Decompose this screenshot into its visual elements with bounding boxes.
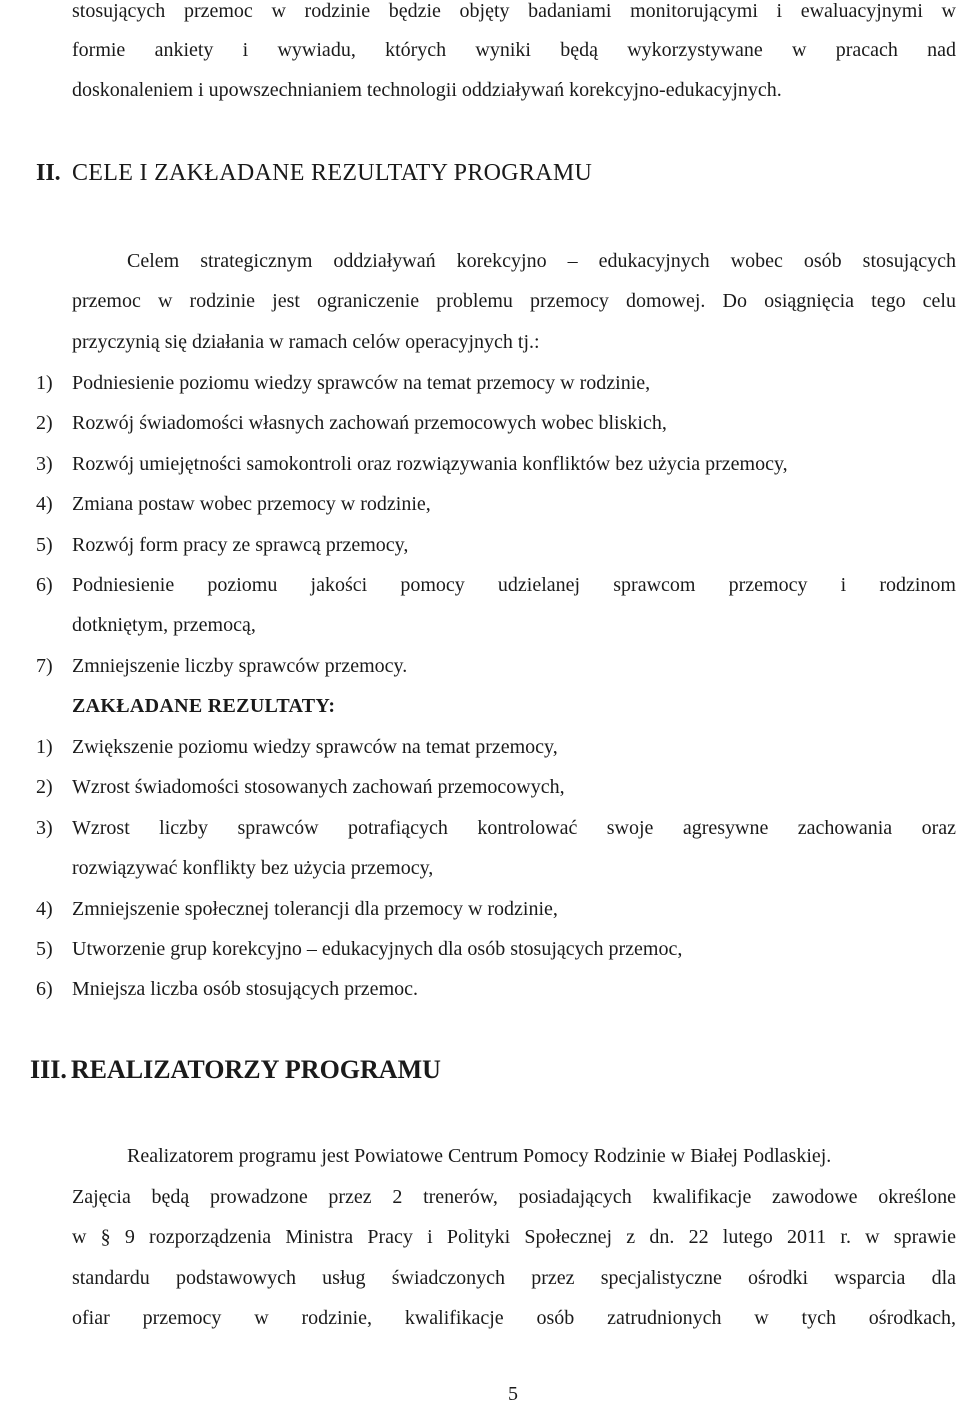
result-number: 4) [36,898,53,920]
section-2-paragraph-line-1: Celem strategicznym oddziaływań korekcyjno – edukacyjnych wobec osób stosujących [127,250,956,272]
page-number: 5 [508,1383,518,1405]
intro-line-1: stosujących przemoc w rodzinie będzie objęty badaniami monitorującymi i ewaluacyjnymi w [72,0,956,22]
result-item: Wzrost liczby sprawców potrafiących kontrolować swoje agresywne zachowania oraz [72,817,956,839]
section-3-title: REALIZATORZY PROGRAMU [70,1055,441,1084]
result-item: Utworzenie grup korekcyjno – edukacyjnych dla osób stosujących przemoc, [72,938,683,960]
results-heading: ZAKŁADANE REZULTATY: [72,695,336,717]
goal-number: 5) [36,534,53,556]
result-number: 1) [36,736,53,758]
intro-line-3: doskonaleniem i upowszechnianiem technologii oddziaływań korekcyjno-edukacyjnych. [72,79,782,101]
goal-item: Rozwój świadomości własnych zachowań przemocowych wobec bliskich, [72,412,667,434]
result-item: Zwiększenie poziomu wiedzy sprawców na temat przemocy, [72,736,558,758]
section-3-paragraph-line-2: Zajęcia będą prowadzone przez 2 trenerów, posiadających kwalifikacje zawodowe określone [72,1186,956,1208]
result-item: Zmniejszenie społecznej tolerancji dla przemocy w rodzinie, [72,898,558,920]
result-item: Wzrost świadomości stosowanych zachowań przemocowych, [72,776,565,798]
goal-item: Zmiana postaw wobec przemocy w rodzinie, [72,493,431,515]
result-number: 3) [36,817,53,839]
result-item: Mniejsza liczba osób stosujących przemoc. [72,978,418,1000]
result-number: 5) [36,938,53,960]
goal-item: Rozwój umiejętności samokontroli oraz rozwiązywania konfliktów bez użycia przemocy, [72,453,788,475]
section-3-heading [30,1054,441,1086]
section-3-paragraph-line-4: standardu podstawowych usług świadczonych przez specjalistyczne ośrodki wsparcia dla [72,1267,956,1289]
section-2-paragraph-line-2: przemoc w rodzinie jest ograniczenie problemu przemocy domowej. Do osiągnięcia tego celu [72,290,956,312]
section-3-paragraph-line-3: w § 9 rozporządzenia Ministra Pracy i Polityki Społecznej z dn. 22 lutego 2011 r. w sprawie [72,1226,956,1248]
goal-item: Rozwój form pracy ze sprawcą przemocy, [72,534,409,556]
goal-item: Podniesienie poziomu jakości pomocy udzielanej sprawcom przemocy i rodzinom [72,574,956,596]
goal-number: 2) [36,412,53,434]
result-item-continuation: rozwiązywać konflikty bez użycia przemocy, [72,857,434,879]
result-number: 6) [36,978,53,1000]
intro-line-2: formie ankiety i wywiadu, których wyniki będą wykorzystywane w pracach nad [72,39,956,61]
section-3-paragraph-line-1: Realizatorem programu jest Powiatowe Centrum Pomocy Rodzinie w Białej Podlaskiej. [127,1145,832,1167]
goal-number: 7) [36,655,53,677]
section-2-title: CELE I ZAKŁADANE REZULTATY PROGRAMU [72,160,593,186]
goal-number: 3) [36,453,53,475]
result-number: 2) [36,776,53,798]
goal-item: Zmniejszenie liczby sprawców przemocy. [72,655,408,677]
section-2-paragraph-line-3: przyczynią się działania w ramach celów operacyjnych tj.: [72,331,540,353]
goal-number: 6) [36,574,53,596]
section-3-paragraph-line-5: ofiar przemocy w rodzinie, kwalifikacje osób zatrudnionych w tych ośrodkach, [72,1307,956,1329]
section-2-number: II. [36,160,61,186]
goal-item: Podniesienie poziomu wiedzy sprawców na temat przemocy w rodzinie, [72,372,651,394]
section-3-number: III. [30,1055,67,1084]
goal-item-continuation: dotkniętym, przemocą, [72,614,256,636]
goal-number: 1) [36,372,53,394]
goal-number: 4) [36,493,53,515]
